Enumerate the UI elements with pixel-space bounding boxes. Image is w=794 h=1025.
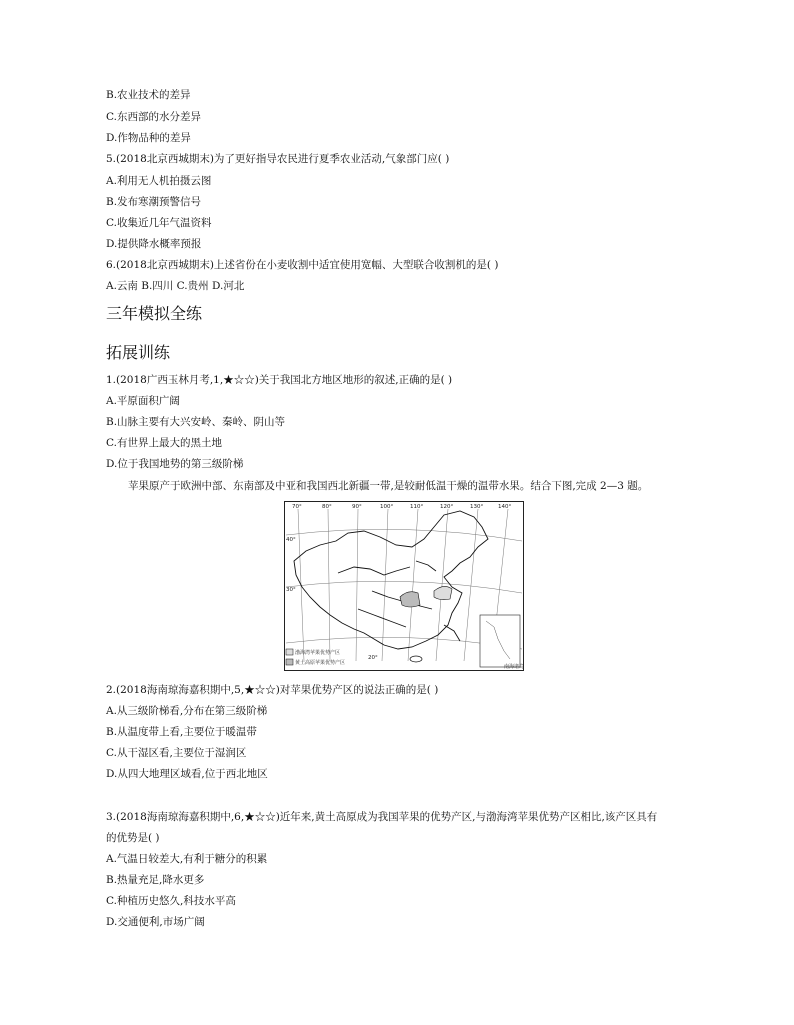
lat-label-30: 30°: [286, 587, 296, 593]
q5-option-b: B.发布寒潮预警信号: [106, 196, 202, 208]
t1-option-b: B.山脉主要有大兴安岭、秦岭、阴山等: [106, 416, 286, 428]
t1-stem: 1.(2018广西玉林月考,1,★☆☆)关于我国北方地区地形的叙述,正确的是( ): [106, 374, 453, 386]
t1-option-a: A.平原面积广阔: [106, 395, 180, 407]
t2-option-b: B.从温度带上看,主要位于暖温带: [106, 726, 257, 738]
section-heading-tuozhan: 拓展训练: [106, 343, 171, 362]
intro-paragraph: 苹果原产于欧洲中部、东南部及中亚和我国西北新疆一带,是较耐低温干燥的温带水果。结合下图,完成 2—3 题。: [128, 480, 649, 492]
t2-option-a: A.从三级阶梯看,分布在第三级阶梯: [106, 705, 268, 717]
section-heading-sannian: 三年模拟全练: [106, 304, 203, 323]
q5-option-a: A.利用无人机拍摄云图: [106, 175, 212, 187]
lon-label-70: 70°: [292, 504, 302, 510]
lon-label-140: 140°: [498, 504, 512, 510]
south-sea-inset: [480, 615, 520, 667]
t2-stem: 2.(2018海南琼海嘉积期中,5,★☆☆)对苹果优势产区的说法正确的是( ): [106, 684, 439, 696]
lat-label-40: 40°: [286, 537, 296, 543]
lon-label-120: 120°: [440, 504, 454, 510]
lat-label-20: 20°: [368, 655, 378, 661]
lon-label-90: 90°: [352, 504, 362, 510]
t1-option-c: C.有世界上最大的黑土地: [106, 437, 222, 449]
q4-option-c: C.东西部的水分差异: [106, 111, 201, 123]
q4-option-d: D.作物品种的差异: [106, 132, 191, 144]
apple-region-map: [284, 501, 524, 671]
legend-loess: 黄土高原苹果优势产区: [295, 660, 346, 666]
lon-label-130: 130°: [470, 504, 484, 510]
t2-option-c: C.从干湿区看,主要位于湿润区: [106, 747, 247, 759]
t1-option-d: D.位于我国地势的第三级阶梯: [106, 458, 244, 470]
lon-label-100: 100°: [380, 504, 394, 510]
q5-stem: 5.(2018北京西城期末)为了更好指导农民进行夏季农业活动,气象部门应( ): [106, 153, 450, 165]
t2-option-d: D.从四大地理区域看,位于西北地区: [106, 768, 268, 780]
q6-options: A.云南 B.四川 C.贵州 D.河北: [106, 280, 245, 292]
q5-option-d: D.提供降水概率预报: [106, 238, 202, 250]
t3-option-d: D.交通便利,市场广阔: [106, 916, 205, 928]
q4-option-b: B.农业技术的差异: [106, 89, 191, 101]
t3-option-b: B.热量充足,降水更多: [106, 874, 205, 886]
t3-stem-line2: 的优势是( ): [106, 832, 160, 844]
lon-label-110: 110°: [410, 504, 424, 510]
q5-option-c: C.收集近几年气温资料: [106, 217, 212, 229]
t3-option-a: A.气温日较差大,有利于糖分的积累: [106, 853, 268, 865]
q6-stem: 6.(2018北京西城期末)上述省份在小麦收割中适宜使用宽幅、大型联合收割机的是( ): [106, 259, 499, 271]
t3-option-c: C.种植历史悠久,科技水平高: [106, 895, 236, 907]
t3-stem-line1: 3.(2018海南琼海嘉积期中,6,★☆☆)近年来,黄土高原成为我国苹果的优势产区,与渤海湾苹果优势产区相比,该产区具有: [106, 811, 658, 823]
lon-label-80: 80°: [322, 504, 332, 510]
legend-bohai: 渤海湾苹果优势产区: [295, 650, 341, 656]
inset-label: 南海诸岛: [504, 664, 524, 670]
